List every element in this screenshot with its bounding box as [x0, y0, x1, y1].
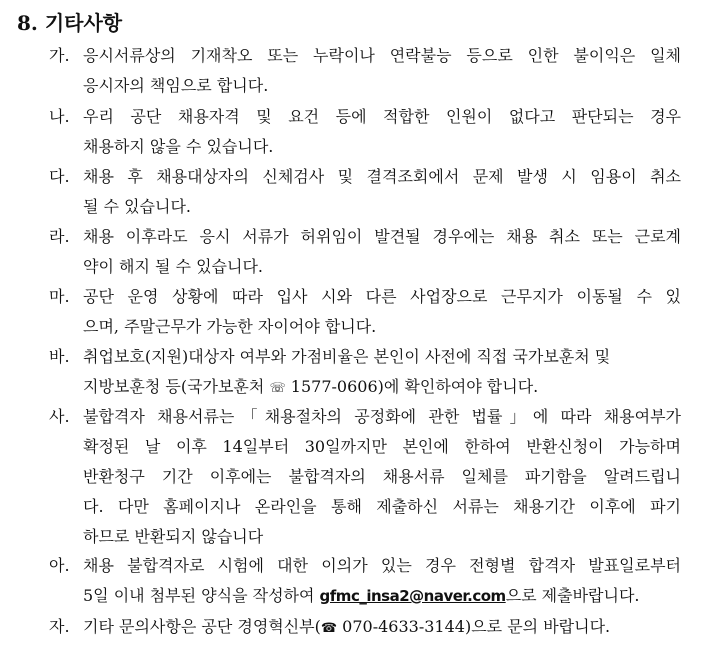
- item-text: 지방보훈청 등(국가보훈처: [83, 377, 270, 396]
- item-text: 반환청구 기간 이후에는 불합격자의 채용서류 일체를 파기함을 알려드립니: [83, 467, 681, 486]
- item-text: 다. 다만 홈페이지나 온라인을 통해 제출하신 서류는 채용기간 이후에 파기: [83, 497, 681, 516]
- item-text: 우리 공단 채용자격 및 요건 등에 적합한 인원이 없다고 판단되는 경우: [83, 107, 681, 126]
- item-text: 응시자의 책임으로 합니다.: [83, 76, 269, 95]
- item-text: 기타 문의사항은 공단 경영혁신부(: [83, 617, 321, 636]
- item-text: 5일 이내 첨부된 양식을 작성하여: [83, 586, 320, 605]
- item-marker: 가.: [49, 46, 70, 65]
- item-marker: 라.: [49, 227, 70, 246]
- section-title: 8. 기타사항: [17, 11, 123, 35]
- phone-number: 1577-0606: [285, 377, 378, 396]
- item-marker: 나.: [49, 107, 70, 126]
- item-text: 채용하지 않을 수 있습니다.: [83, 137, 274, 156]
- list-item: [49, 402, 681, 552]
- list-item: [49, 222, 681, 282]
- email-link[interactable]: gfmc_insa2@naver.com: [319, 587, 506, 605]
- item-marker: 마.: [49, 287, 70, 306]
- list-item: [49, 282, 681, 342]
- item-marker: 사.: [49, 407, 70, 426]
- item-text: 될 수 있습니다.: [83, 197, 191, 216]
- item-text: 응시서류상의 기재착오 또는 누락이나 연락불능 등으로 인한 불이익은 일체: [83, 46, 681, 65]
- item-text: )으로 문의 바랍니다.: [464, 617, 611, 636]
- telephone-icon: ☎: [320, 621, 338, 636]
- item-text: 취업보호(지원)대상자 여부와 가점비율은 본인이 사전에 직접 국가보훈처 및: [83, 347, 611, 366]
- list-item: [49, 612, 681, 642]
- item-text: 약이 해지 될 수 있습니다.: [83, 257, 263, 276]
- list-item: [49, 162, 681, 222]
- list-item: [49, 41, 681, 101]
- list-item: [49, 102, 681, 162]
- phone-number: 070-4633-3144: [337, 617, 465, 636]
- item-text: 확정된 날 이후 14일부터 30일까지만 본인에 한하여 반환신청이 가능하며: [83, 437, 681, 456]
- item-marker: 아.: [49, 556, 70, 575]
- item-text: 으며, 주말근무가 가능한 자이어야 합니다.: [83, 317, 377, 336]
- item-text: 으로 제출바랍니다.: [505, 586, 640, 605]
- item-text: 채용 불합격자로 시험에 대한 이의가 있는 경우 전형별 합격자 발표일로부터: [83, 556, 681, 575]
- item-marker: 다.: [49, 167, 70, 186]
- item-text: 공단 운영 상황에 따라 입사 시와 다른 사업장으로 근무지가 이동될 수 있: [83, 287, 681, 306]
- item-marker: 바.: [49, 347, 70, 366]
- list-item: [49, 342, 681, 402]
- item-text: )에 확인하여야 합니다.: [377, 377, 539, 396]
- list-item: [49, 551, 681, 611]
- item-text: 채용 이후라도 응시 서류가 허위임이 발견될 경우에는 채용 취소 또는 근로계: [83, 227, 681, 246]
- item-text: 하므로 반환되지 않습니다: [83, 527, 264, 546]
- item-marker: 자.: [49, 617, 70, 636]
- phone-icon: ☏: [269, 381, 286, 396]
- item-text: 불합격자 채용서류는「채용절차의 공정화에 관한 법률」에 따라 채용여부가: [83, 407, 681, 426]
- item-text: 채용 후 채용대상자의 신체검사 및 결격조회에서 문제 발생 시 임용이 취소: [83, 167, 681, 186]
